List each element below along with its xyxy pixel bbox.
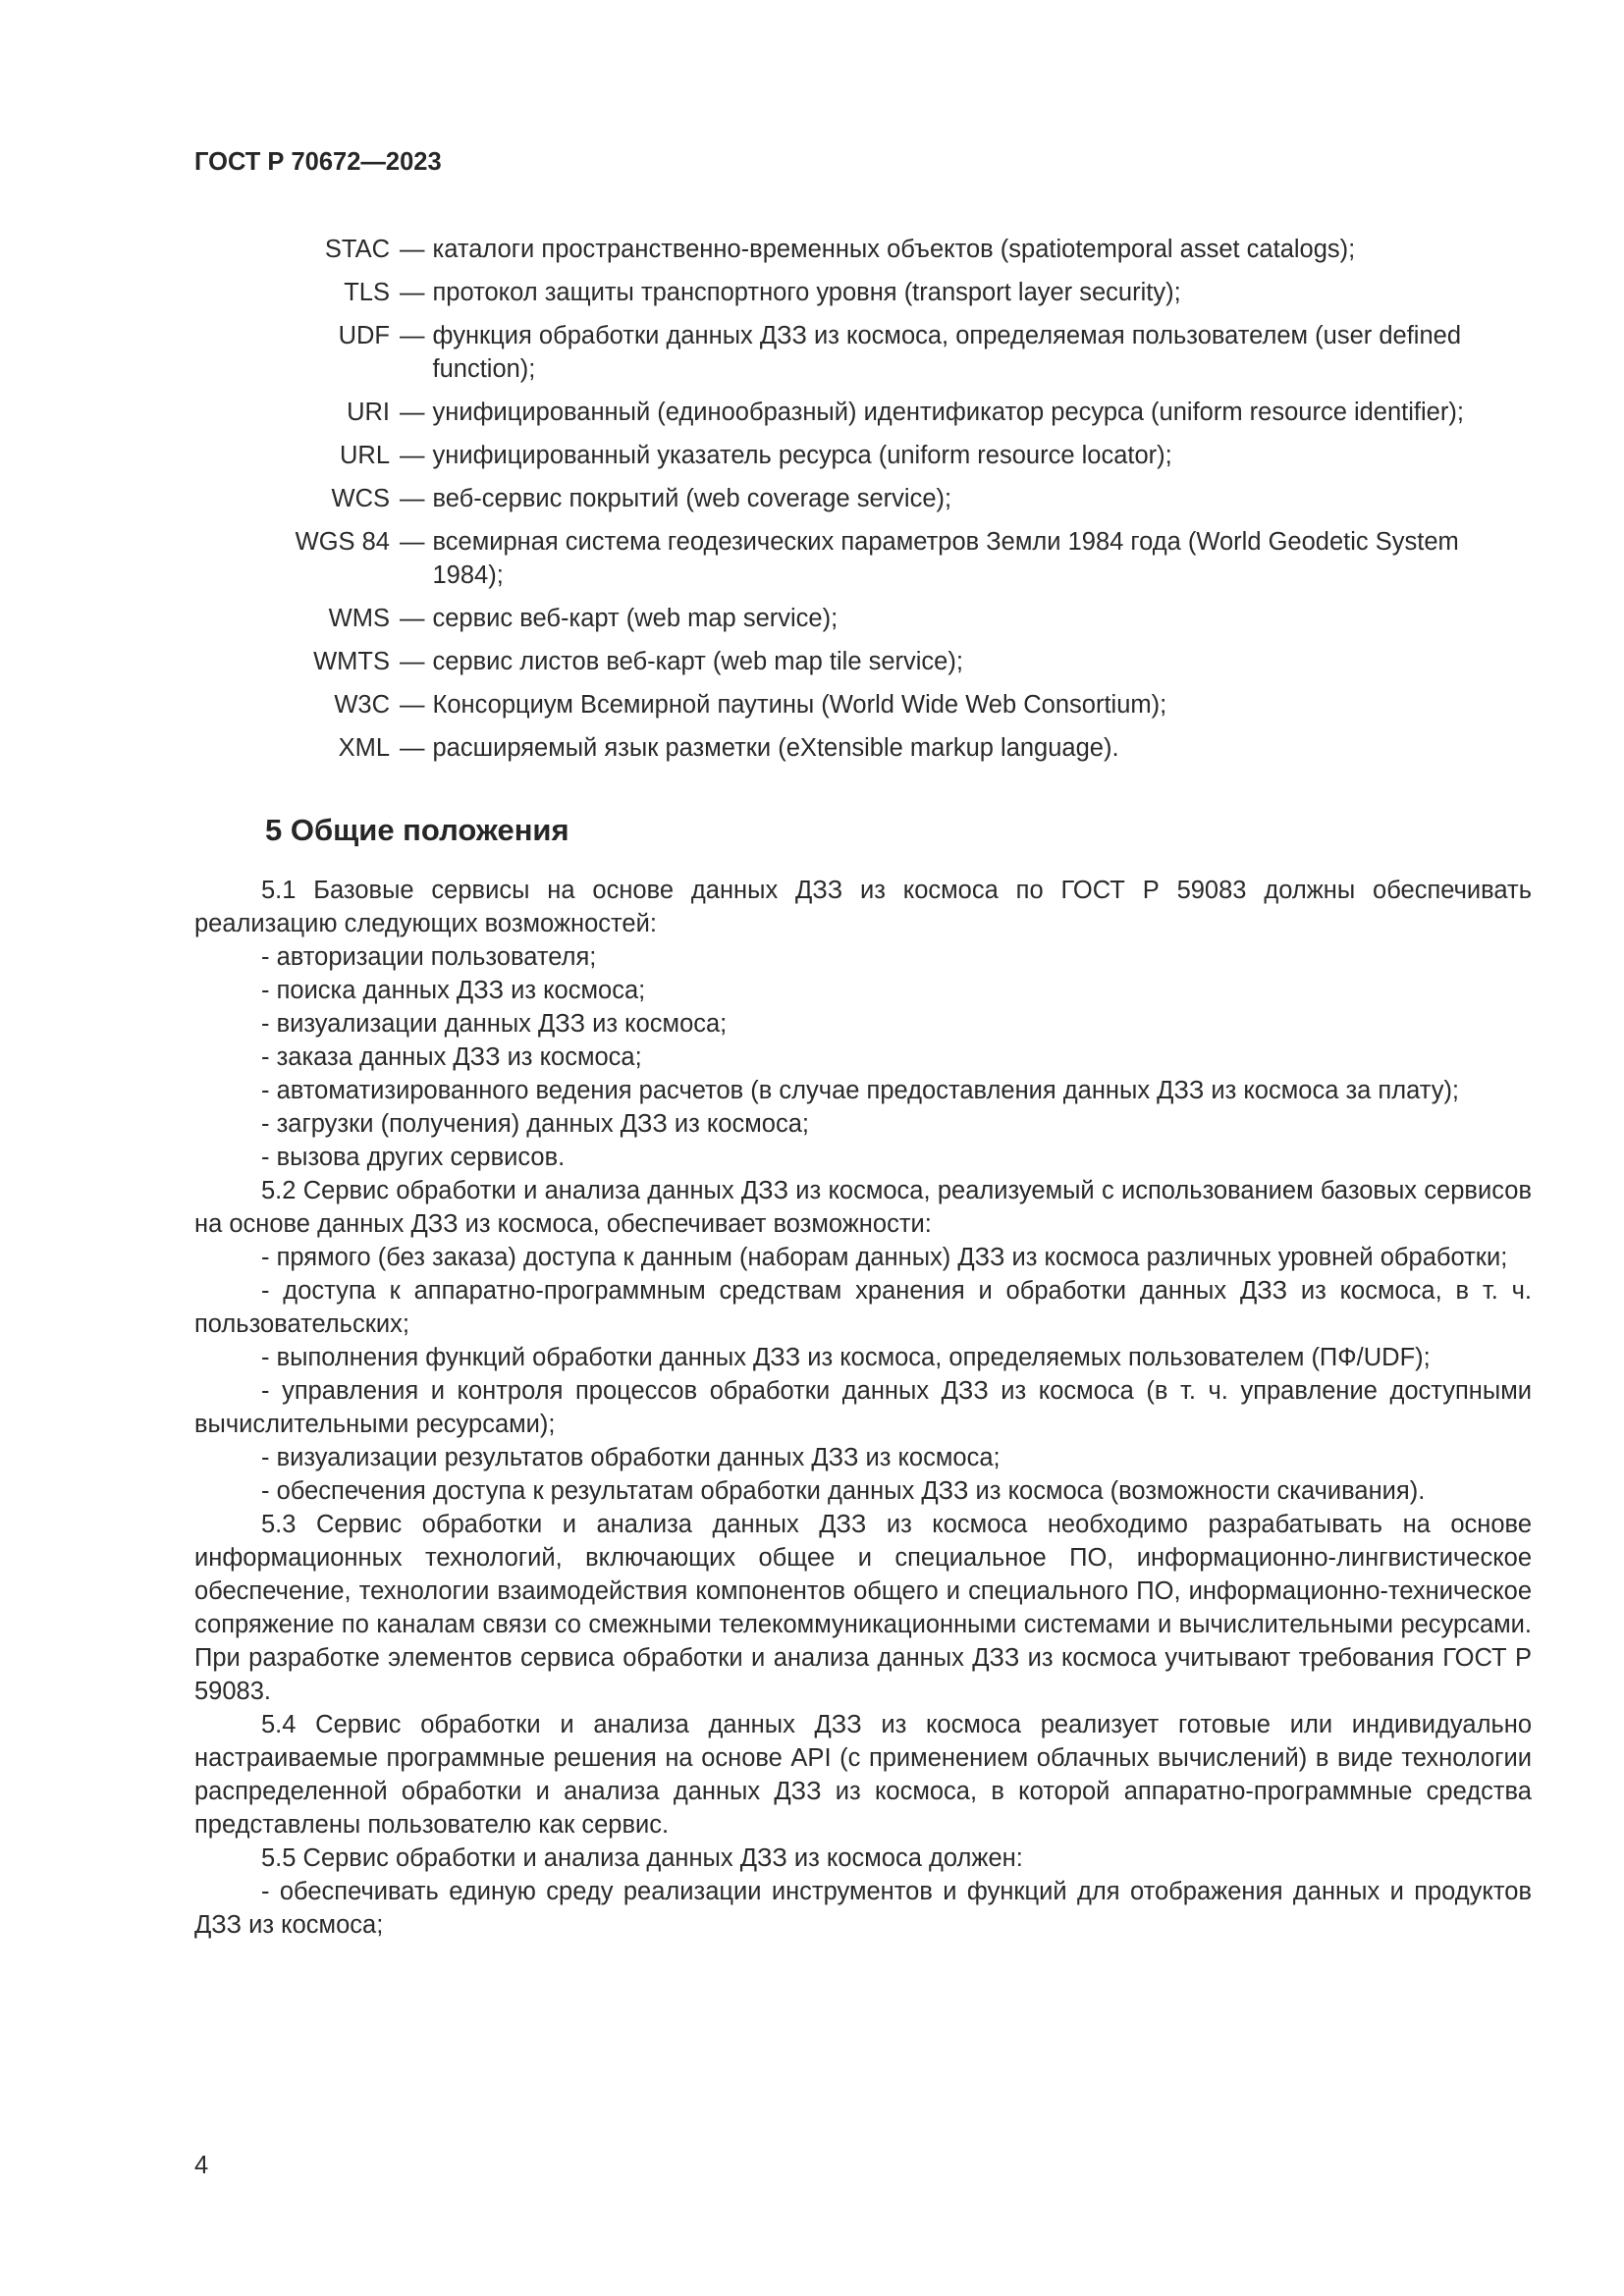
em-dash: — [400,691,425,719]
paragraph-5-2: 5.2 Сервис обработки и анализа данных ДЗЗ из космоса, реализуемый с использованием базовых сервисов на основе данных ДЗЗ из космоса, обеспечивает возможности: [194,1177,1532,1238]
abbreviation-item [194,602,1532,635]
abbreviation-item [194,439,1532,472]
paragraph-5-1: 5.1 Базовые сервисы на основе данных ДЗЗ из космоса по ГОСТ Р 59083 должны обеспечивать реализацию следующих возможностей: [194,877,1532,937]
list-item: - управления и контроля процессов обработки данных ДЗЗ из космоса (в т. ч. управление доступными вычислительными ресурсами); [194,1377,1532,1438]
abbreviation-definition: Консорциум Всемирной паутины (World Wide Web Consortium); [432,691,1167,719]
abbreviation-term: W3C [334,691,390,719]
list-item: - визуализации результатов обработки данных ДЗЗ из космоса; [261,1444,1001,1471]
abbreviation-term: WCS [331,485,390,512]
em-dash: — [400,442,425,469]
list-item: - автоматизированного ведения расчетов (в случае предоставления данных ДЗЗ из космоса за плату); [261,1077,1460,1104]
abbreviation-definition: всемирная система геодезических параметров Земли 1984 года (World Geodetic System 1984); [432,528,1459,589]
abbreviation-item [194,319,1532,386]
abbreviation-item [194,731,1532,765]
abbreviation-definition: унифицированный (единообразный) идентификатор ресурса (uniform resource identifier); [432,399,1464,426]
em-dash: — [400,734,425,762]
em-dash: — [400,322,425,349]
abbreviation-item [194,233,1532,266]
document-header-code: ГОСТ Р 70672—2023 [194,148,442,176]
abbreviation-definition: функция обработки данных ДЗЗ из космоса, определяемая пользователем (user defined function); [432,322,1462,383]
em-dash: — [400,605,425,632]
section-heading: 5 Общие положения [265,813,569,847]
em-dash: — [400,528,425,556]
list-item: - обеспечения доступа к результатам обработки данных ДЗЗ из космоса (возможности скачивания). [261,1477,1426,1505]
list-item: - заказа данных ДЗЗ из космоса; [261,1043,642,1071]
em-dash: — [400,236,425,263]
abbreviation-term: UDF [338,322,390,349]
list-item: - авторизации пользователя; [261,943,597,971]
em-dash: — [400,485,425,512]
list-item: - визуализации данных ДЗЗ из космоса; [261,1010,728,1038]
em-dash: — [400,399,425,426]
section-body [194,874,1532,1942]
abbreviation-item [194,688,1532,721]
abbreviations-list [194,233,1532,774]
abbreviation-item [194,645,1532,678]
abbreviation-term: WGS 84 [295,528,390,556]
abbreviation-definition: веб-сервис покрытий (web coverage service); [432,485,952,512]
list-item: - поиска данных ДЗЗ из космоса; [261,977,646,1004]
abbreviation-item [194,482,1532,515]
abbreviation-term: XML [338,734,390,762]
abbreviation-term: URL [339,442,390,469]
abbreviation-definition: сервис листов веб-карт (web map tile service); [432,648,963,675]
list-item: - доступа к аппаратно-программным средствам хранения и обработки данных ДЗЗ из космоса, в т. ч. пользовательских; [194,1277,1532,1338]
em-dash: — [400,648,425,675]
list-item: - прямого (без заказа) доступа к данным (наборам данных) ДЗЗ из космоса различных уровней обработки; [261,1244,1508,1271]
abbreviation-definition: унифицированный указатель ресурса (uniform resource locator); [432,442,1172,469]
abbreviation-term: WMTS [313,648,390,675]
abbreviation-definition: расширяемый язык разметки (eXtensible markup language). [432,734,1119,762]
abbreviation-definition: каталоги пространственно-временных объектов (spatiotemporal asset catalogs); [432,236,1356,263]
abbreviation-item [194,276,1532,309]
abbreviation-item [194,525,1532,592]
paragraph-5-3: 5.3 Сервис обработки и анализа данных ДЗЗ из космоса необходимо разрабатывать на основе информационных технологий, включающих общее и специальное ПО, информационно-лингвистическое обеспечение, технологии взаимодействия компонентов общего и специального ПО, информационно-техническое сопряжение по каналам связи со смежными телекоммуникационными системами и вычислительными ресурсами. При разработке элементов сервиса обработки и анализа данных ДЗЗ из космоса учитывают требования ГОСТ Р 59083. [194,1511,1532,1705]
abbreviation-term: URI [347,399,390,426]
abbreviation-term: STAC [324,236,390,263]
abbreviation-term: TLS [344,279,390,306]
abbreviation-definition: сервис веб-карт (web map service); [432,605,839,632]
abbreviation-item [194,396,1532,429]
list-item: - обеспечивать единую среду реализации инструментов и функций для отображения данных и продуктов ДЗЗ из космоса; [194,1878,1532,1939]
list-item: - загрузки (получения) данных ДЗЗ из космоса; [261,1110,809,1138]
list-item: - выполнения функций обработки данных ДЗЗ из космоса, определяемых пользователем (ПФ/UDF); [261,1344,1431,1371]
paragraph-5-5: 5.5 Сервис обработки и анализа данных ДЗЗ из космоса должен: [261,1844,1023,1872]
em-dash: — [400,279,425,306]
abbreviation-definition: протокол защиты транспортного уровня (transport layer security); [432,279,1181,306]
abbreviation-term: WMS [328,605,390,632]
paragraph-5-4: 5.4 Сервис обработки и анализа данных ДЗЗ из космоса реализует готовые или индивидуально настраиваемые программные решения на основе API (с применением облачных вычислений) в виде технологии распределенной обработки и анализа данных ДЗЗ из космоса, в которой аппаратно-программные средства представлены пользователю как сервис. [194,1711,1532,1839]
page-number: 4 [194,2152,209,2179]
list-item: - вызова других сервисов. [261,1144,566,1171]
